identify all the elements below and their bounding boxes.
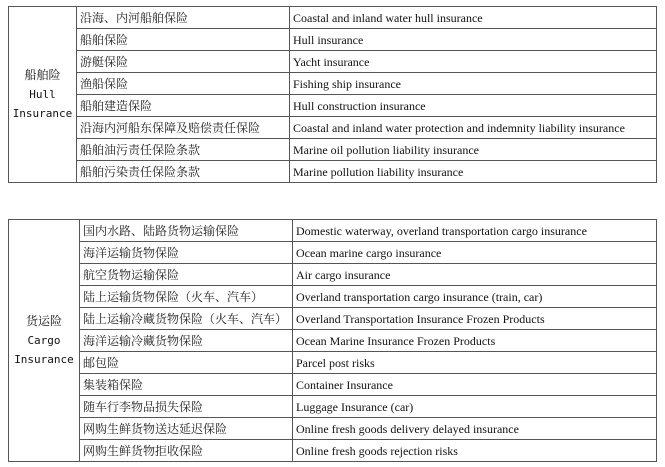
chinese-name-cell: 沿海、内河船舶保险 [77, 7, 290, 29]
group-label-en: Insurance [14, 353, 74, 366]
group-label-zh: 货运险 [25, 314, 62, 328]
table-row [9, 73, 657, 95]
group-label-en: Insurance [12, 107, 73, 120]
english-name-cell: Hull insurance [290, 29, 657, 51]
english-name-cell: Hull construction insurance [290, 95, 657, 117]
english-name-cell: Online fresh goods rejection risks [293, 440, 657, 462]
chinese-name-cell: 陆上运输货物保险（火车、汽车） [80, 286, 293, 308]
english-name-cell: Overland Transportation Insurance Frozen Products [293, 308, 657, 330]
chinese-name-cell: 船舶保险 [77, 29, 290, 51]
english-name-cell: Overland transportation cargo insurance (train, car) [293, 286, 657, 308]
group-label-hull [9, 7, 77, 183]
chinese-name-cell: 国内水路、陆路货物运输保险 [80, 220, 293, 242]
chinese-name-cell: 船舶污染责任保险条款 [77, 161, 290, 183]
chinese-name-cell: 航空货物运输保险 [80, 264, 293, 286]
english-name-cell: Fishing ship insurance [290, 73, 657, 95]
table-row [9, 374, 657, 396]
english-name-cell: Domestic waterway, overland transportation cargo insurance [293, 220, 657, 242]
english-name-cell: Yacht insurance [290, 51, 657, 73]
english-name-cell: Parcel post risks [293, 352, 657, 374]
english-name-cell: Marine pollution liability insurance [290, 161, 657, 183]
group-label-en: Cargo [27, 334, 61, 347]
chinese-name-cell: 游艇保险 [77, 51, 290, 73]
chinese-name-cell: 陆上运输冷藏货物保险（火车、汽车） [80, 308, 293, 330]
group-label-cargo [9, 220, 80, 462]
english-name-cell: Marine oil pollution liability insurance [290, 139, 657, 161]
table-row [9, 29, 657, 51]
chinese-name-cell: 船舶建造保险 [77, 95, 290, 117]
chinese-name-cell: 渔船保险 [77, 73, 290, 95]
cargo-insurance-table [8, 219, 657, 462]
table-row [9, 264, 657, 286]
table-row [9, 51, 657, 73]
chinese-name-cell: 海洋运输货物保险 [80, 242, 293, 264]
table-row [9, 7, 657, 29]
table-row [9, 117, 657, 139]
chinese-name-cell: 随车行李物品损失保险 [80, 396, 293, 418]
english-name-cell: Ocean Marine Insurance Frozen Products [293, 330, 657, 352]
table-row [9, 286, 657, 308]
chinese-name-cell: 船舶油污责任保险条款 [77, 139, 290, 161]
table-row [9, 396, 657, 418]
group-label-zh: 船舶险 [24, 68, 61, 82]
english-name-cell: Air cargo insurance [293, 264, 657, 286]
chinese-name-cell: 网购生鲜货物送达延迟保险 [80, 418, 293, 440]
chinese-name-cell: 海洋运输冷藏货物保险 [80, 330, 293, 352]
chinese-name-cell: 邮包险 [80, 352, 293, 374]
chinese-name-cell: 网购生鲜货物拒收保险 [80, 440, 293, 462]
table-row [9, 139, 657, 161]
chinese-name-cell: 集装箱保险 [80, 374, 293, 396]
english-name-cell: Luggage Insurance (car) [293, 396, 657, 418]
group-label-en: Hull [29, 88, 56, 101]
english-name-cell: Container Insurance [293, 374, 657, 396]
table-row [9, 220, 657, 242]
table-row [9, 330, 657, 352]
table-row [9, 440, 657, 462]
hull-insurance-table [8, 6, 657, 183]
table-row [9, 352, 657, 374]
table-row [9, 161, 657, 183]
chinese-name-cell: 沿海内河船东保障及赔偿责任保险 [77, 117, 290, 139]
english-name-cell: Online fresh goods delivery delayed insurance [293, 418, 657, 440]
table-row [9, 418, 657, 440]
table-row [9, 242, 657, 264]
english-name-cell: Ocean marine cargo insurance [293, 242, 657, 264]
english-name-cell: Coastal and inland water hull insurance [290, 7, 657, 29]
table-row [9, 308, 657, 330]
english-name-cell: Coastal and inland water protection and indemnity liability insurance [290, 117, 657, 139]
table-row [9, 95, 657, 117]
